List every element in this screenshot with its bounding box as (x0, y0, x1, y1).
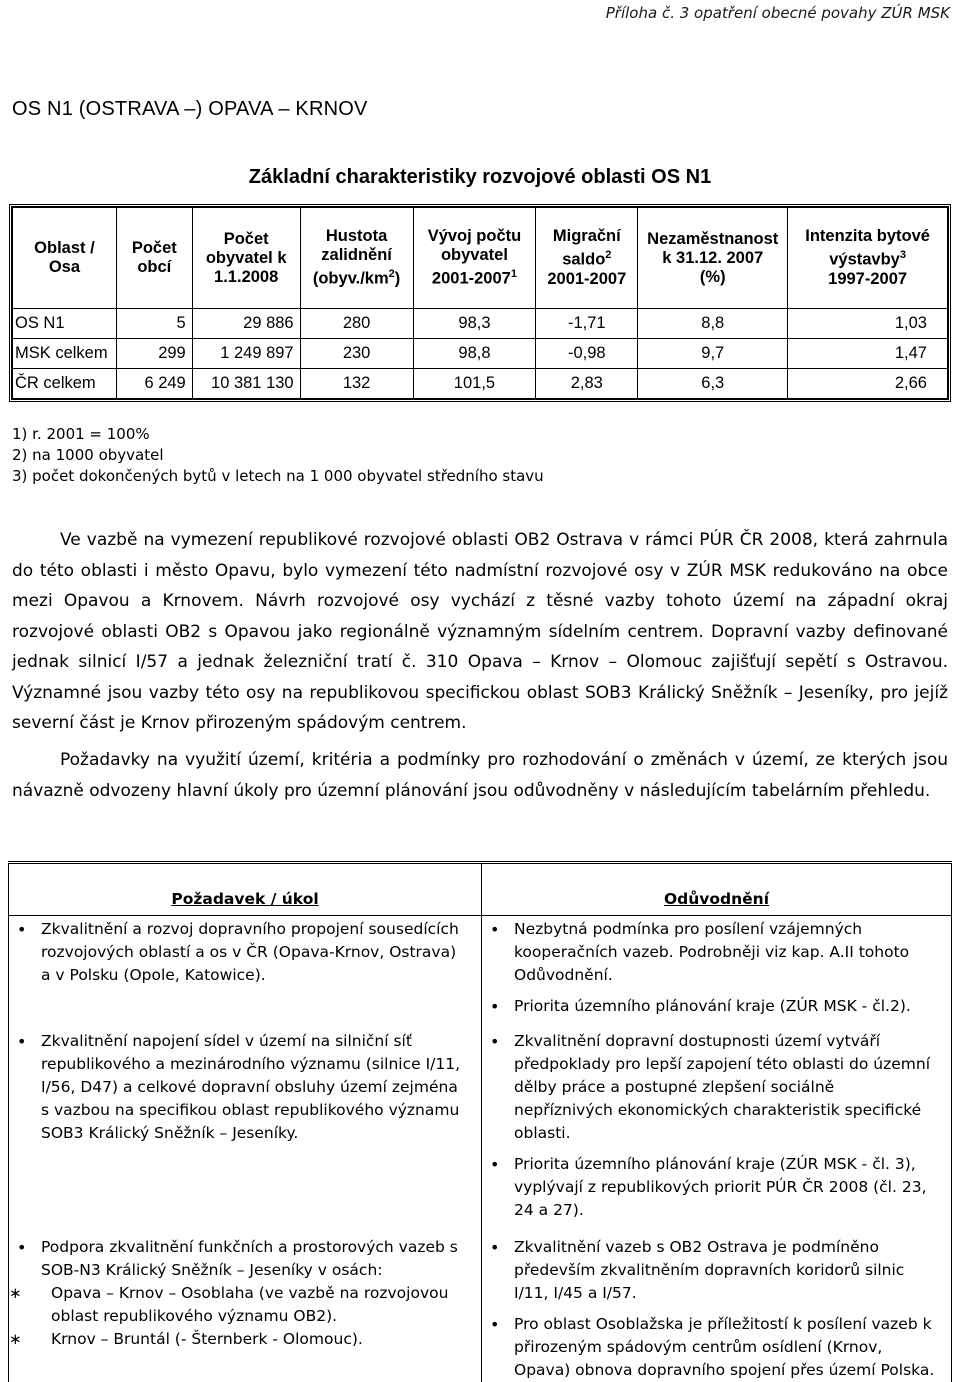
stats-header-row (13, 208, 948, 309)
stats-row (13, 339, 948, 369)
col-header-population: Počet obyvatel k 1.1.2008 (192, 208, 300, 309)
cell-housing: 1,47 (788, 339, 948, 369)
col-header-justification: Odůvodnění (482, 863, 952, 916)
col-header-housing: Intenzita bytové výstavby$^3$ 1997-2007 (788, 208, 948, 309)
cell-housing: 2,66 (788, 369, 948, 399)
req-header-row (9, 863, 952, 916)
cell-municipalities: 6 249 (116, 369, 192, 399)
col-header-municipalities: Počet obcí (116, 208, 192, 309)
cell-area: ČR celkem (13, 369, 117, 399)
justification-cell (482, 916, 952, 1019)
cell-municipalities: 5 (116, 309, 192, 339)
col-header-density: Hustota zalidnění $(obyv./km^2)$ (300, 208, 413, 309)
footnotes (12, 424, 544, 487)
list-item: • Priorita územního plánování kraje (ZÚR MSK - čl. 3), vyplývají z republikových priorit PÚR ČR 2008 (čl. 23, 24 a 27). (482, 1153, 935, 1222)
requirement-cell (9, 1222, 482, 1382)
cell-migration: -0,98 (536, 339, 638, 369)
footnote-3: 3) počet dokončených bytů v letech na 1 000 obyvatel středního stavu (12, 467, 544, 485)
justification-cell (482, 1222, 952, 1382)
table-title: Základní charakteristiky rozvojové oblasti OS N1 (248, 166, 712, 188)
justification-cell (482, 1018, 952, 1222)
list-item: • Zkvalitnění a rozvoj dopravního propojení sousedících rozvojových oblastí a os v ČR (Opava-Krnov, Ostrava) a v Polsku (Opole, Katowice). (9, 918, 465, 987)
req-row (9, 1018, 952, 1222)
cell-density: 230 (300, 339, 413, 369)
col-header-area: Oblast / Osa (13, 208, 117, 309)
col-header-pop-trend: Vývoj počtu obyvatel 2001-2007$^1$ (413, 208, 536, 309)
cell-population: 1 249 897 (192, 339, 300, 369)
req-row (9, 916, 952, 1019)
list-item: • Nezbytná podmínka pro posílení vzájemných kooperačních vazeb. Podrobněji viz kap. A.II tohoto Odůvodnění. (482, 918, 935, 987)
col-header-migration: Migrační saldo$^2$ 2001-2007 (536, 208, 638, 309)
cell-population: 10 381 130 (192, 369, 300, 399)
cell-unemployment: 6,3 (638, 369, 788, 399)
col-header-unemployment: Nezaměstnanost k 31.12. 2007 (%) (638, 208, 788, 309)
col-header-requirement: Požadavek / úkol (9, 863, 482, 916)
list-item: • Pro oblast Osoblažska je příležitostí k posílení vazeb k přirozeným spádovým centrům osídlení (Krnov, Opava) obnova dopravního spojení přes území Polska. (482, 1313, 935, 1382)
cell-area: MSK celkem (13, 339, 117, 369)
list-item: • Zkvalitnění dopravní dostupnosti území vytváří předpoklady pro lepší zapojení této oblasti do územní dělby práce a postupné zlepšení sociálně nepříznivých ekonomických charakteristik specifické oblasti. (482, 1030, 935, 1145)
cell-housing: 1,03 (788, 309, 948, 339)
cell-migration: -1,71 (536, 309, 638, 339)
requirement-cell (9, 1018, 482, 1222)
req-row (9, 1222, 952, 1382)
cell-population: 29 886 (192, 309, 300, 339)
stats-row (13, 369, 948, 399)
requirements-table (8, 861, 952, 1382)
cell-unemployment: 8,8 (638, 309, 788, 339)
statistics-table (12, 207, 948, 399)
cell-density: 132 (300, 369, 413, 399)
cell-unemployment: 9,7 (638, 339, 788, 369)
cell-pop-trend: 98,3 (413, 309, 536, 339)
cell-municipalities: 299 (116, 339, 192, 369)
sub-list (9, 1282, 481, 1351)
requirement-cell (9, 916, 482, 1019)
cell-pop-trend: 101,5 (413, 369, 536, 399)
cell-migration: 2,83 (536, 369, 638, 399)
list-item: • Zkvalitnění napojení sídel v území na silniční síť republikového a mezinárodního významu (silnice I/11, I/56, D47) a celkové dopravní obsluhy území zejména s vazbou na specifikou oblast republikového významu SOB3 Králický Sněžník – Jeseníky. (9, 1030, 465, 1145)
list-item: • Priorita územního plánování kraje (ZÚR MSK - čl.2). (482, 995, 935, 1018)
attachment-note: Příloha č. 3 opatření obecné povahy ZÚR MSK (605, 4, 950, 22)
list-item: • Zkvalitnění vazeb s OB2 Ostrava je podmíněno především zkvalitněním dopravních koridorů silnic I/11, I/45 a I/57. (482, 1236, 935, 1305)
stats-row (13, 309, 948, 339)
footnote-2: 2) na 1000 obyvatel (12, 446, 164, 464)
cell-pop-trend: 98,8 (413, 339, 536, 369)
section-title: OS N1 (OSTRAVA –) OPAVA – KRNOV (12, 98, 368, 120)
sub-list-item: ∗ Opava – Krnov – Osoblaha (ve vazbě na rozvojovou oblast republikového významu OB2). (9, 1282, 481, 1328)
body-paragraph-1: Ve vazbě na vymezení republikové rozvojové oblasti OB2 Ostrava v rámci PÚR ČR 2008, která zahrnula do této oblasti i město Opavu, bylo vymezení této nadmístní rozvojové osy v ZÚR MSK redukováno na obce mezi Opavou a Krnovem. Návrh rozvojové osy vychází z těsné vazby tohoto území na západní okraj rozvojové oblasti OB2 s Opavou jako regionálně významným sídelním centrem. Dopravní vazby definované jednak silnicí I/57 a jednak železniční tratí č. 310 Opava – Krnov – Olomouc zajišťují sepětí s Ostravou. Významné jsou vazby této osy na republikovou specifickou oblast SOB3 Králický Sněžník – Jeseníky, pro jejíž severní část je Krnov přirozeným spádovým centrem. (12, 530, 948, 733)
footnote-1: 1) r. 2001 = 100% (12, 425, 150, 443)
cell-area: OS N1 (13, 309, 117, 339)
list-item: • Podpora zkvalitnění funkčních a prostorových vazeb s SOB-N3 Králický Sněžník – Jeseníky v osách: (9, 1236, 465, 1282)
cell-density: 280 (300, 309, 413, 339)
sub-list-item: ∗ Krnov – Bruntál (- Šternberk - Olomouc). (9, 1328, 481, 1351)
body-paragraph-2: Požadavky na využití území, kritéria a podmínky pro rozhodování o změnách v území, ze kterých jsou návazně odvozeny hlavní úkoly pro územní plánování jsou odůvodněny v následujícím tabelárním přehledu. (12, 750, 948, 801)
